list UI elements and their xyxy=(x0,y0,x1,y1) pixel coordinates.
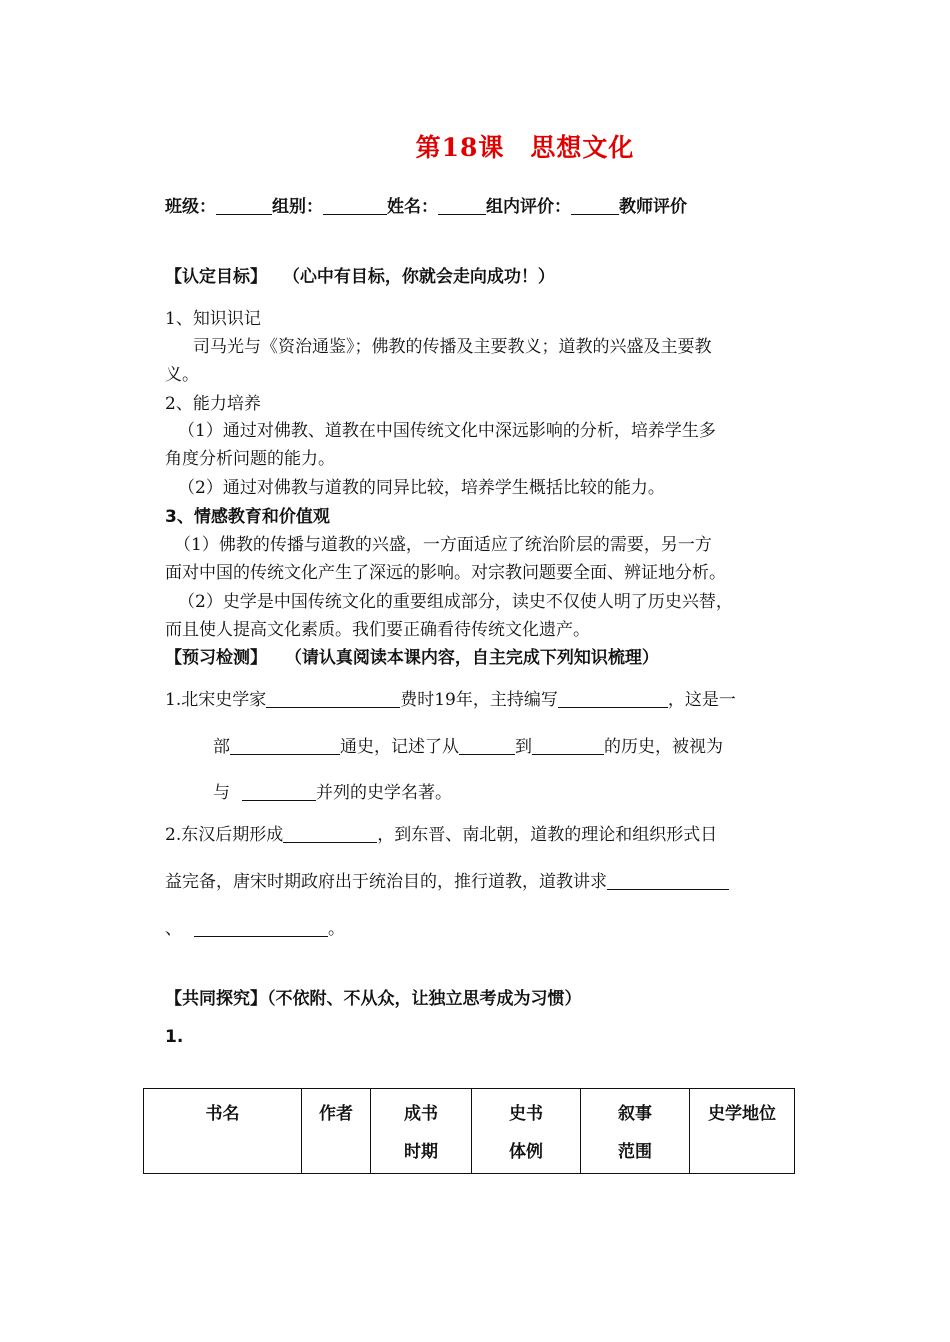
q1-text-f: 到 xyxy=(515,737,532,757)
page-title: 第18课 思想文化 xyxy=(415,133,635,162)
values-title: 3、情感教育和价值观 xyxy=(165,507,330,527)
goals-motto: （心中有目标，你就会走向成功！） xyxy=(282,267,555,287)
q1-text-e: 通史，记述了从 xyxy=(340,737,459,757)
header-scope: 叙事 范围 xyxy=(581,1089,690,1174)
q2-line1 xyxy=(165,820,717,845)
name-label: 姓名： xyxy=(387,197,438,217)
header-style: 史书 体例 xyxy=(472,1089,581,1174)
q2-blank-tenet1[interactable] xyxy=(607,872,729,890)
teacher-eval-label: 教师评价 xyxy=(619,197,687,217)
name-field[interactable] xyxy=(438,197,486,215)
q1-text-h: 与 xyxy=(213,783,230,803)
q1-blank-peer[interactable] xyxy=(242,783,316,801)
goals-heading: 【认定目标】 xyxy=(165,267,267,287)
q1-text-g: 的历史，被视为 xyxy=(604,737,723,757)
q2-text-b: ，到东晋、南北朝，道教的理论和组织形式日 xyxy=(377,825,718,845)
knowledge-text-line2: 义。 xyxy=(165,365,199,385)
header-status: 史学地位 xyxy=(690,1089,795,1174)
class-label: 班级： xyxy=(165,197,216,217)
values-point1-line1: （1）佛教的传播与道教的兴盛，一方面适应了统治阶层的需要，另一方 xyxy=(174,535,712,555)
group-label: 组别： xyxy=(272,197,323,217)
ability-point1-line1: （1）通过对佛教、道教在中国传统文化中深远影响的分析，培养学生多 xyxy=(178,421,716,441)
q2-text-c: 益完备，唐宋时期政府出于统治目的，推行道教，道教讲求 xyxy=(165,872,607,892)
q1-blank-to[interactable] xyxy=(532,737,604,755)
header-author: 作者 xyxy=(302,1089,371,1174)
explore-item-number: 1. xyxy=(165,1027,184,1047)
q2-line2 xyxy=(165,867,729,892)
ability-title: 2、能力培养 xyxy=(165,394,261,414)
q2-blank-tenet2[interactable] xyxy=(194,919,328,937)
table-header-row xyxy=(144,1089,795,1174)
q1-blank-from[interactable] xyxy=(459,737,515,755)
q1-line2 xyxy=(213,732,723,757)
values-point2-line2: 而且使人提高文化素质。我们要正确看待传统文化遗产。 xyxy=(165,620,590,640)
knowledge-text-line1: 司马光与《资治通鉴》；佛教的传播及主要教义；道教的兴盛及主要教 xyxy=(193,337,712,357)
q1-text-i: 并列的史学名著。 xyxy=(316,783,452,803)
q1-line1 xyxy=(165,685,736,710)
q1-blank-historian[interactable] xyxy=(266,690,400,708)
q1-text-b: 费时19年，主持编写 xyxy=(400,690,558,710)
q1-text-c: ，这是一 xyxy=(667,690,736,710)
class-field[interactable] xyxy=(216,197,272,215)
explore-motto: （不依附、不从众，让独立思考成为习惯） xyxy=(267,989,582,1009)
explore-heading-line xyxy=(165,984,582,1009)
book-comparison-table xyxy=(143,1088,795,1174)
q2-blank-religion[interactable] xyxy=(283,825,377,843)
preview-heading-line xyxy=(165,643,659,668)
q2-text-a: 2.东汉后期形成 xyxy=(165,825,284,845)
ability-point2: （2）通过对佛教与道教的同异比较，培养学生概括比较的能力。 xyxy=(178,478,665,498)
ability-point1-line2: 角度分析问题的能力。 xyxy=(165,449,335,469)
q1-text-d: 部 xyxy=(213,737,230,757)
q2-line3 xyxy=(165,914,345,939)
preview-heading: 【预习检测】 xyxy=(165,648,267,668)
explore-heading: 【共同探究】 xyxy=(165,989,267,1009)
goals-heading-line xyxy=(165,262,555,287)
q2-text-e: 。 xyxy=(328,919,345,939)
q1-line3 xyxy=(213,778,452,803)
student-info-line xyxy=(165,192,687,217)
q1-text-a: 1.北宋史学家 xyxy=(165,690,267,710)
q1-blank-book[interactable] xyxy=(558,690,668,708)
knowledge-title: 1、知识识记 xyxy=(165,309,261,329)
values-point2-line1: （2）史学是中国传统文化的重要组成部分，读史不仅使人明了历史兴替， xyxy=(178,592,733,612)
preview-instruction: （请认真阅读本课内容，自主完成下列知识梳理） xyxy=(284,648,659,668)
peer-eval-field[interactable] xyxy=(571,197,619,215)
q2-text-d: 、 xyxy=(165,919,182,939)
header-period: 成书 时期 xyxy=(371,1089,472,1174)
peer-eval-label: 组内评价： xyxy=(486,197,571,217)
q1-blank-type[interactable] xyxy=(230,737,340,755)
values-point1-line2: 面对中国的传统文化产生了深远的影响。对宗教问题要全面、辨证地分析。 xyxy=(165,563,726,583)
group-field[interactable] xyxy=(323,197,387,215)
header-book-name: 书名 xyxy=(144,1089,302,1174)
